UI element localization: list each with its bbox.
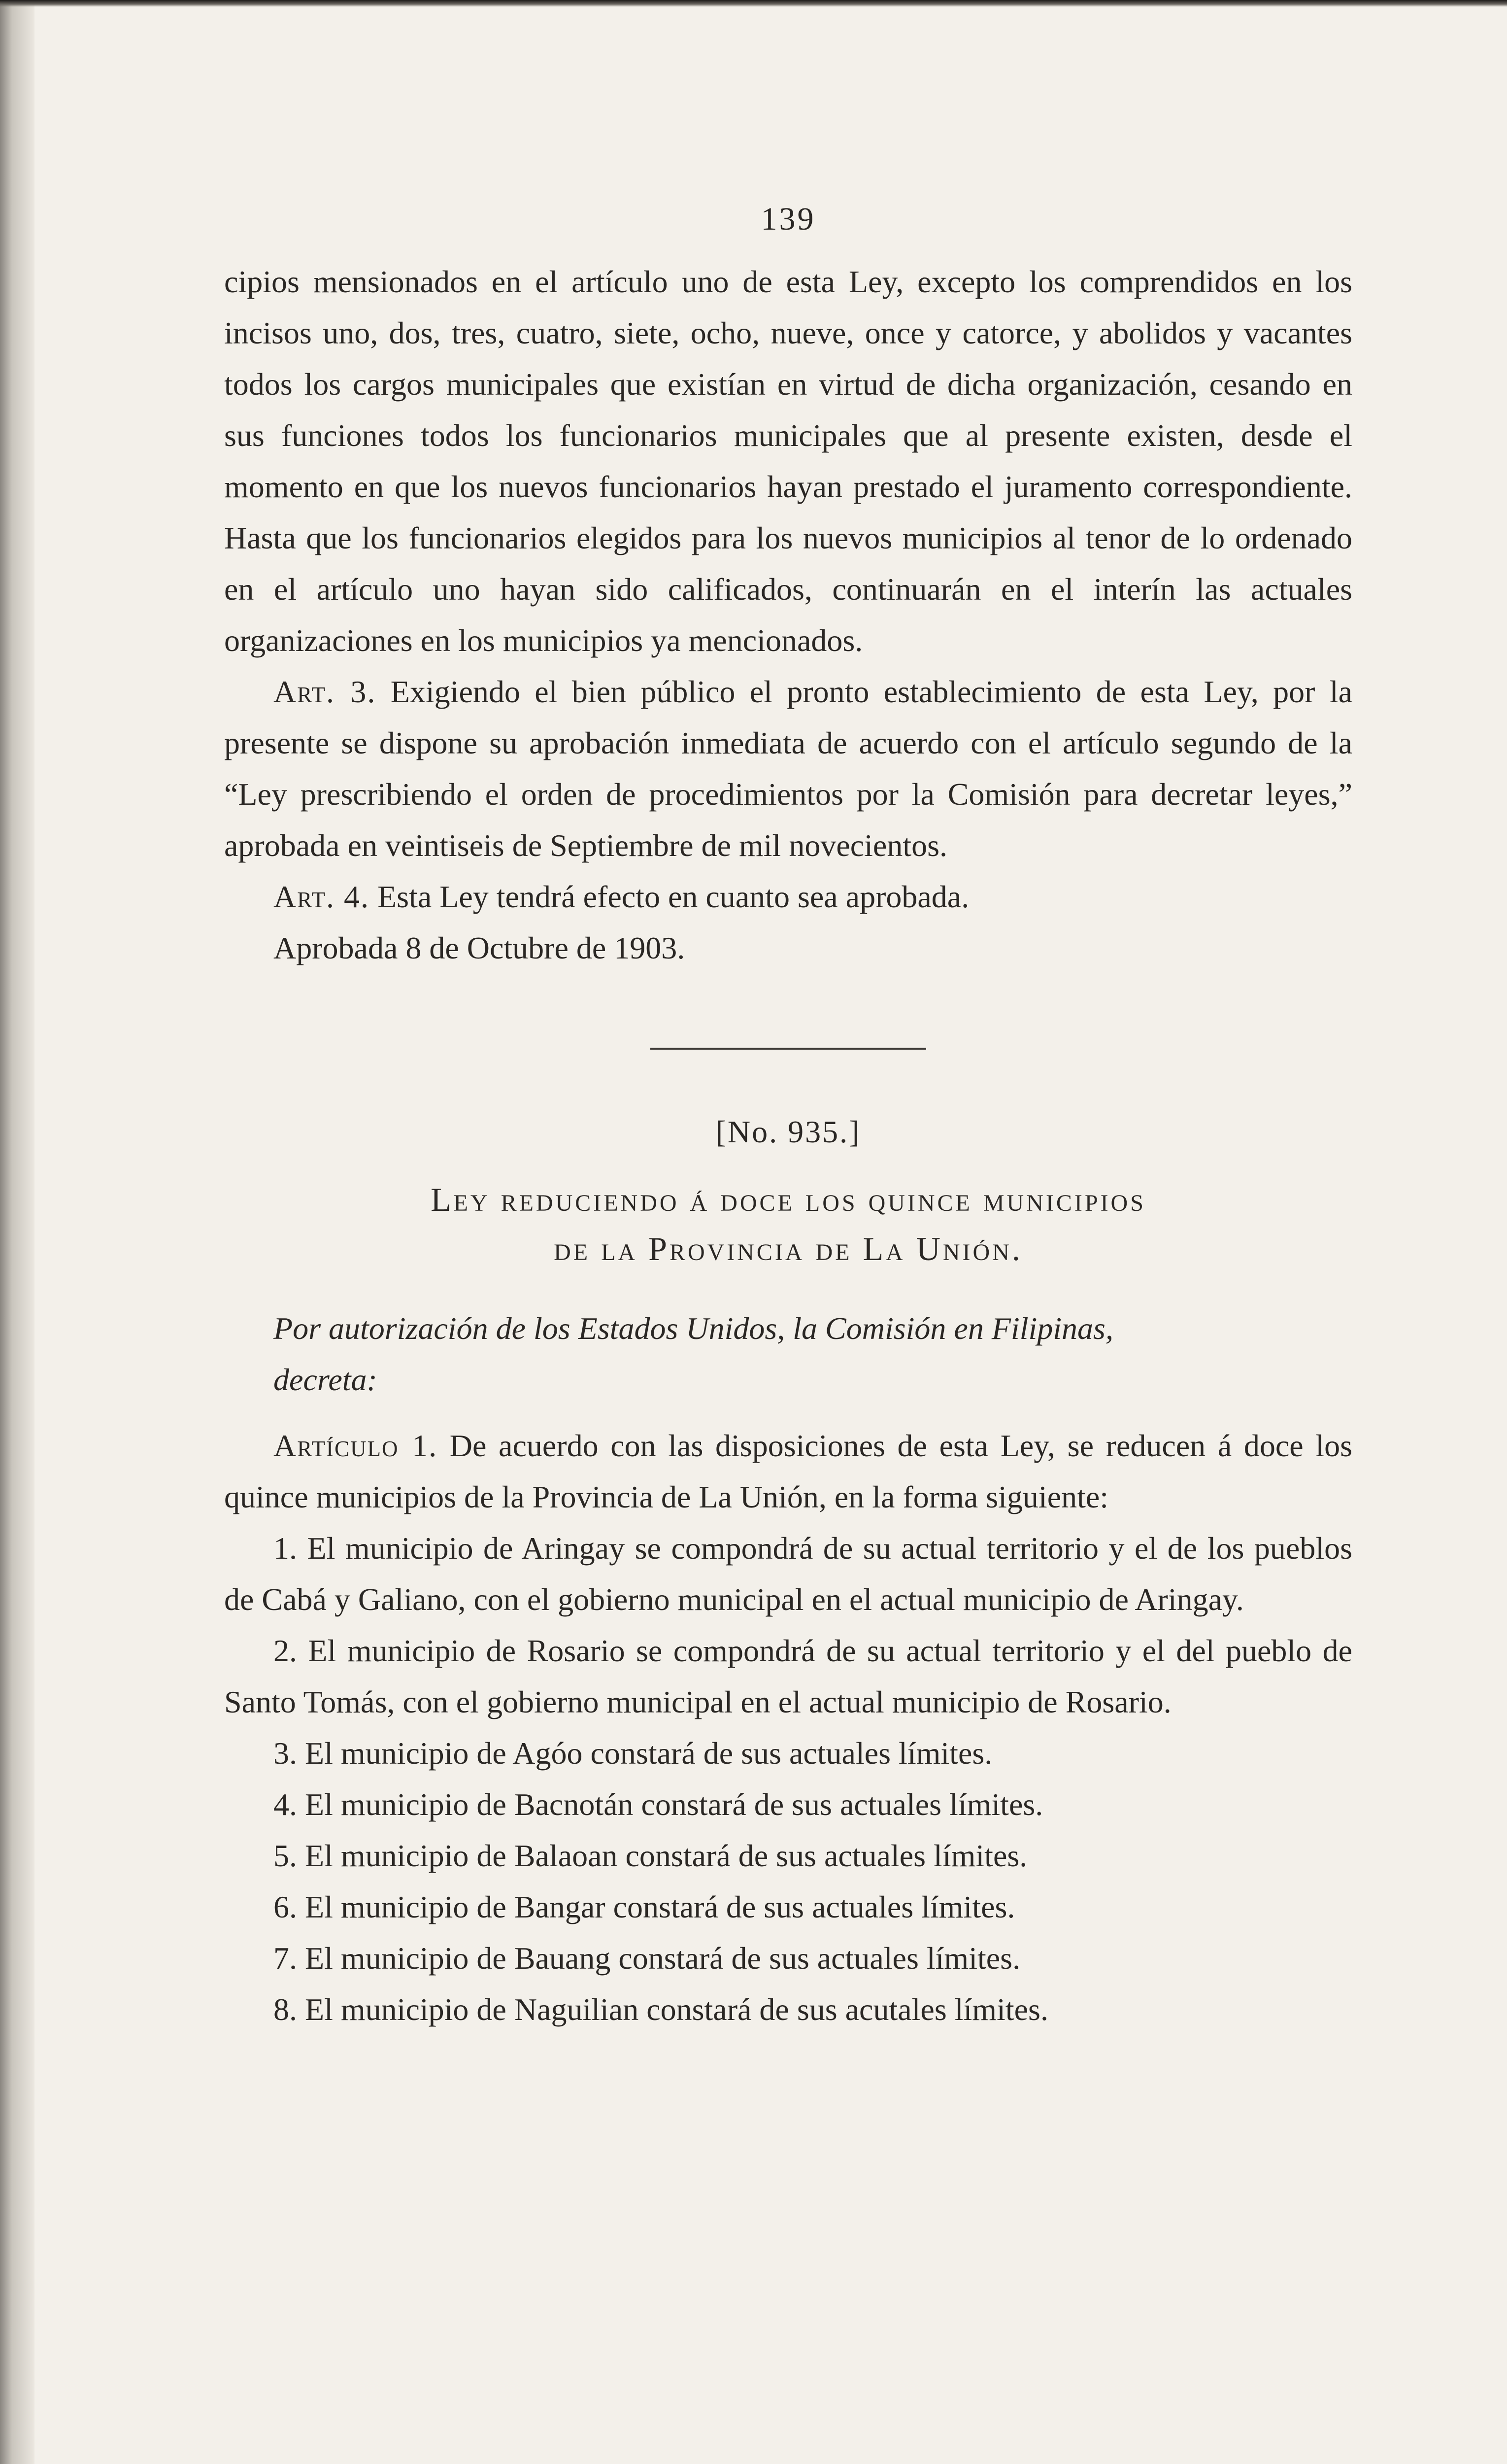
list-item: 6. El municipio de Bangar constará de sus actuales límites. (273, 1889, 1015, 1924)
article-3 (224, 666, 1352, 871)
list-item: 8. El municipio de Naguilian constará de sus acutales límites. (273, 1992, 1048, 2027)
list-item: 4. El municipio de Bacnotán constará de sus actuales límites. (273, 1787, 1043, 1822)
decree-line-1: Por autorización de los Estados Unidos, la Comisión en Filipinas, (273, 1311, 1113, 1346)
decree-formula (224, 1303, 1352, 1405)
page-top-edge (0, 0, 1507, 7)
section-divider (650, 1048, 926, 1050)
list-item: 7. El municipio de Bauang constará de sus actuales límites. (273, 1941, 1021, 1976)
page-number: 139 (761, 201, 816, 237)
article-4 (224, 871, 1352, 923)
list-item: 2. El municipio de Rosario se compondrá de su actual territorio y el del pueblo de Santo Tomás, con el gobierno municipal en el actual municipio de Rosario. (224, 1633, 1352, 1719)
law-number: [No. 935.] (715, 1114, 861, 1149)
article-1-label: Artículo 1. (273, 1428, 438, 1463)
continuation-paragraph: cipios mensionados en el artículo uno de esta Ley, excepto los comprendidos en los incisos uno, dos, tres, cuatro, siete, ocho, nueve, once y catorce, y abolidos y vacantes todos los cargos municipales que existían en virtud de dicha organización, cesando en sus funciones todos los funcionarios municipales que al presente existen, desde el momento en que los nuevos funcionarios hayan prestado el juramento correspondiente. Hasta que los funcionarios elegidos para los nuevos municipios al tenor de lo ordenado en el artículo uno hayan sido calificados, continuarán en el interín las actuales organizaciones en los municipios ya mencionados. (224, 264, 1352, 658)
page-binding-shadow (0, 0, 34, 2464)
page-content (224, 197, 1352, 2390)
approval-date: Aprobada 8 de Octubre de 1903. (273, 930, 685, 965)
article-3-text: Exigiendo el bien público el pronto establecimiento de esta Ley, por la presente se dispone su aprobación inmediata de acuerdo con el artículo segundo de la “Ley prescribiendo el orden de procedimientos por la Comisión para decretar leyes,” aprobada en veintiseis de Septiembre de mil novecientos. (224, 674, 1352, 863)
article-1-text: De acuerdo con las disposiciones de esta Ley, se reducen á doce los quince municipios de la Provincia de La Unión, en la forma siguiente: (224, 1428, 1352, 1514)
law-title (224, 1175, 1352, 1273)
list-item: 5. El municipio de Balaoan constará de sus actuales límites. (273, 1838, 1028, 1873)
article-4-text: Esta Ley tendrá efecto en cuanto sea aprobada. (377, 879, 970, 914)
article-4-label: Art. 4. (273, 879, 370, 914)
list-item: 1. El municipio de Aringay se compondrá de su actual territorio y el de los pueblos de Cabá y Galiano, con el gobierno municipal en el actual municipio de Aringay. (224, 1531, 1352, 1617)
article-1 (224, 1420, 1352, 1523)
list-item: 3. El municipio de Agóo constará de sus actuales límites. (273, 1736, 993, 1771)
decree-line-2: decreta: (273, 1362, 377, 1397)
law-title-line-2: de la Provincia de La Unión. (554, 1230, 1023, 1267)
article-3-label: Art. 3. (273, 674, 376, 709)
law-title-line-1: Ley reduciendo á doce los quince municipios (431, 1181, 1146, 1218)
